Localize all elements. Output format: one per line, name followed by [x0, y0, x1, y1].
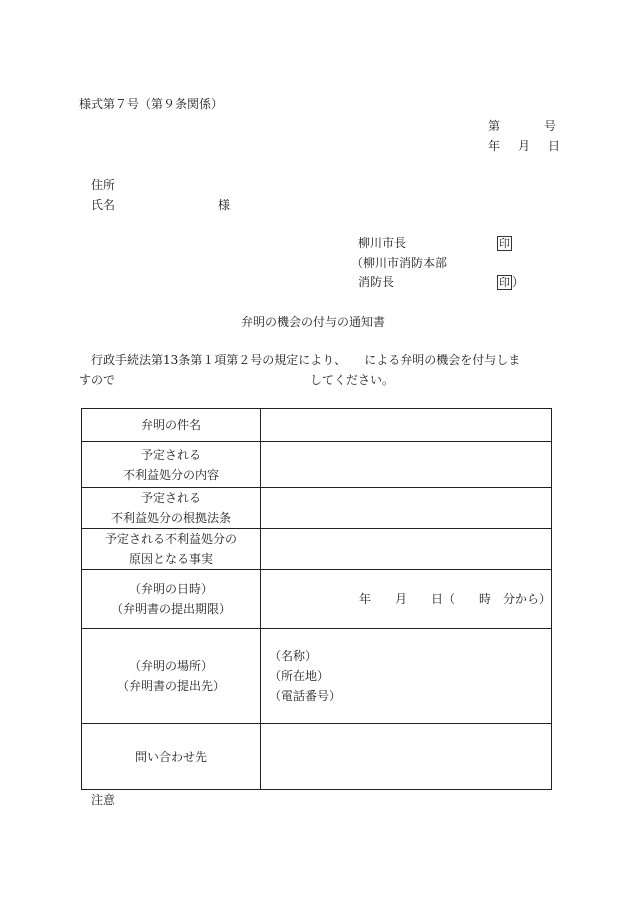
document-number-label: 第 号 — [488, 119, 559, 133]
row-value-datetime[interactable] — [261, 570, 552, 629]
row-value-place[interactable] — [261, 629, 552, 724]
row-label-place — [82, 629, 261, 724]
seal-mark: 印 — [499, 276, 510, 289]
row-value-legal-basis[interactable] — [261, 488, 552, 529]
seal-fire-chief — [497, 275, 524, 290]
table-row — [82, 409, 552, 442]
body-line-2-prefix: すので — [79, 373, 116, 387]
table-row — [82, 570, 552, 629]
row-label-contact — [82, 724, 261, 790]
table-row — [82, 488, 552, 529]
row-value-cause-facts[interactable] — [261, 529, 552, 570]
sender-mayor: 柳川市長 — [358, 236, 407, 250]
seal-mayor — [497, 236, 512, 251]
label-line: （弁明の日時） — [128, 582, 213, 596]
label-line: 原因となる事実 — [128, 552, 213, 566]
table-row — [82, 442, 552, 488]
label-line: 予定される — [140, 447, 201, 462]
recipient-name-label: 氏名 — [91, 198, 116, 212]
label-line: （弁明書の提出期限） — [110, 602, 231, 616]
note-label: 注意 — [91, 793, 116, 807]
row-label-subject — [82, 409, 261, 442]
place-address-label: （所在地） — [269, 669, 330, 683]
sender-fire-headquarters: （柳川市消防本部 — [351, 256, 448, 270]
datetime-format: 年 月 日（ 時 分から） — [358, 592, 551, 606]
label-line: （弁明の場所） — [128, 659, 213, 673]
sender-fire-chief: 消防長 — [358, 275, 395, 289]
row-label-legal-basis — [82, 488, 261, 529]
document-date-label: 年 月 日 — [488, 139, 564, 153]
label-line: 予定される — [140, 491, 201, 505]
body-line-1: 行政手続法第13条第１項第２号の規定により、 による弁明の機会を付与しま — [91, 353, 521, 367]
label-line: 予定される不利益処分の — [104, 532, 237, 546]
honorific: 様 — [218, 198, 231, 212]
row-label-datetime — [82, 570, 261, 629]
label-line: 不利益処分の内容 — [122, 467, 219, 482]
body-line-2-suffix: してください。 — [310, 373, 395, 387]
label-line: 不利益処分の根拠法条 — [110, 511, 231, 525]
row-value-disposition-content[interactable] — [261, 442, 552, 488]
table-row — [82, 629, 552, 724]
place-phone-label: （電話番号） — [269, 689, 342, 703]
label-line: 弁明の件名 — [140, 418, 201, 432]
table-row — [82, 724, 552, 790]
hearing-details-table — [81, 408, 552, 790]
row-label-cause-facts — [82, 529, 261, 570]
recipient-address-label: 住所 — [91, 178, 116, 192]
row-value-contact[interactable] — [261, 724, 552, 790]
row-value-subject[interactable] — [261, 409, 552, 442]
close-paren: ） — [512, 275, 525, 289]
document-title: 弁明の機会の付与の通知書 — [241, 315, 386, 329]
table-row — [82, 529, 552, 570]
label-line: 問い合わせ先 — [134, 749, 207, 764]
seal-mark: 印 — [499, 237, 510, 250]
place-name-label: （名称） — [269, 649, 318, 663]
form-number: 様式第７号（第９条関係） — [79, 97, 224, 111]
row-label-disposition-content — [82, 442, 261, 488]
label-line: （弁明書の提出先） — [116, 679, 225, 693]
